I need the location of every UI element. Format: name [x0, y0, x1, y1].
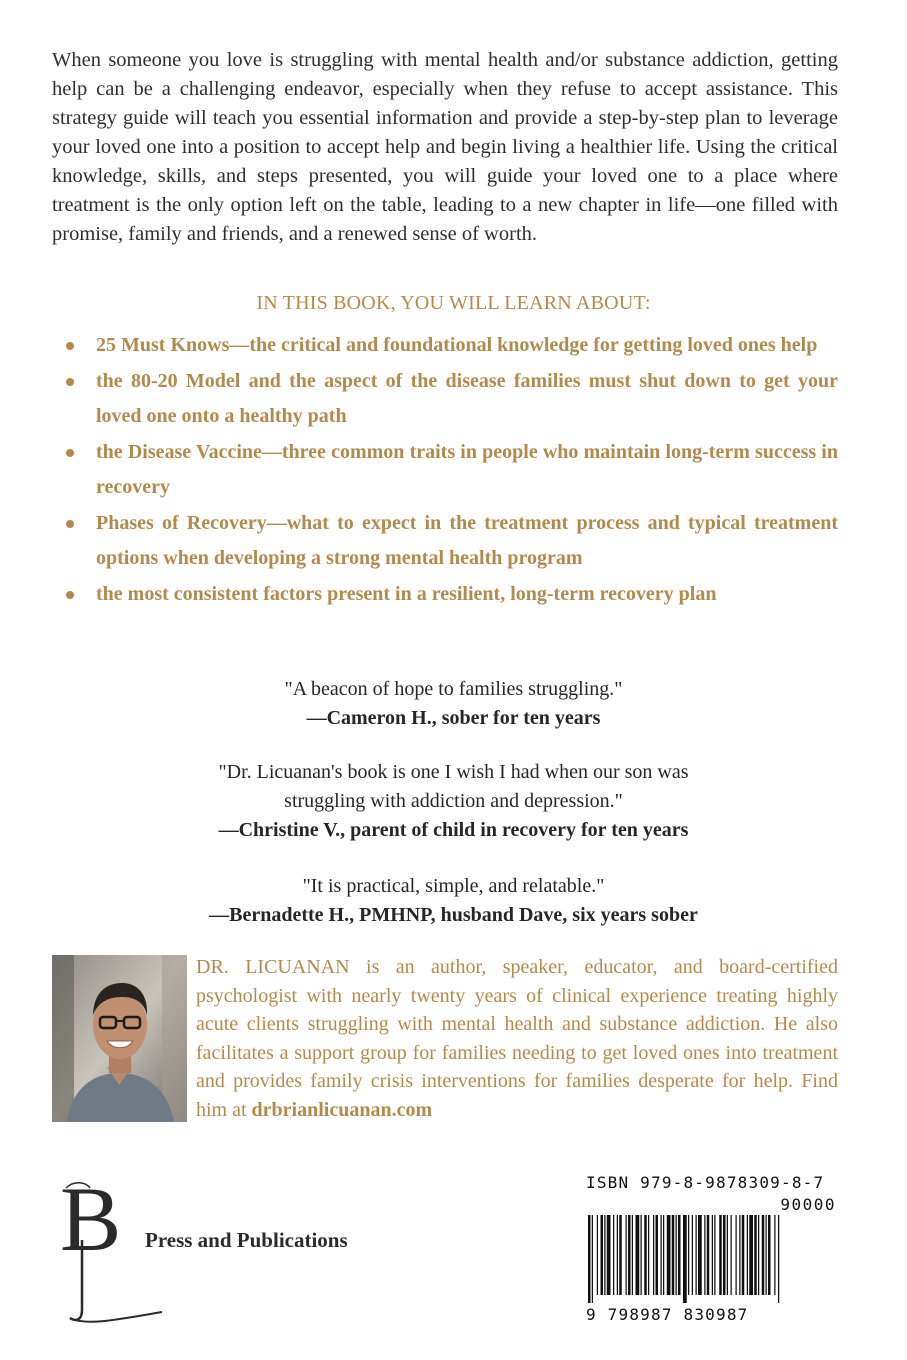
- barcode-bar: [712, 1215, 713, 1295]
- barcode-bar: [768, 1215, 771, 1295]
- barcode-bar: [758, 1215, 759, 1295]
- isbn-text: ISBN 979-8-9878309-8-7: [586, 1173, 825, 1192]
- list-item-text: the most consistent factors present in a resilient, long-term recovery plan: [96, 582, 717, 605]
- barcode-bar: [766, 1215, 767, 1295]
- barcode-bar: [714, 1215, 715, 1295]
- testimonial-3: [0, 872, 907, 930]
- author-photo: [52, 955, 187, 1122]
- publisher-name: Press and Publications: [145, 1228, 348, 1252]
- barcode-bar: [723, 1215, 726, 1295]
- barcode-bar: [648, 1215, 649, 1295]
- learn-list: [66, 328, 838, 612]
- barcode-bar: [601, 1215, 604, 1295]
- list-item: [66, 364, 838, 435]
- bullet-dot-icon: [66, 378, 74, 386]
- barcode-bar: [727, 1215, 728, 1295]
- barcode-number: 9 798987 830987: [586, 1305, 749, 1324]
- barcode-bar: [692, 1215, 693, 1295]
- list-item-text: the Disease Vaccine—three common traits in people who maintain long-term success in recovery: [96, 440, 838, 498]
- barcode-bar: [592, 1215, 593, 1303]
- barcode-bar: [667, 1215, 671, 1295]
- barcode-bar: [747, 1215, 748, 1295]
- barcode-bar: [719, 1215, 722, 1295]
- barcode-bar: [749, 1215, 753, 1295]
- barcode-bar: [653, 1215, 654, 1295]
- learn-heading: IN THIS BOOK, YOU WILL LEARN ABOUT:: [256, 292, 651, 314]
- barcode-bar: [774, 1215, 775, 1295]
- list-item: [66, 328, 838, 364]
- barcode-bar: [683, 1215, 687, 1303]
- barcode-bar: [641, 1215, 642, 1295]
- barcode-bar: [707, 1215, 710, 1295]
- quote-text: struggling with addiction and depression.": [284, 790, 623, 812]
- barcode-bar: [736, 1215, 737, 1295]
- barcode-bar: [656, 1215, 659, 1295]
- list-item: [66, 435, 838, 506]
- barcode-bar: [676, 1215, 677, 1295]
- barcode-bar: [696, 1215, 697, 1295]
- bullet-dot-icon: [66, 591, 74, 599]
- bullet-dot-icon: [66, 342, 74, 350]
- barcode-bar: [604, 1215, 605, 1295]
- list-item: [66, 506, 838, 577]
- barcode-bar: [661, 1215, 662, 1295]
- barcode-bar: [704, 1215, 705, 1295]
- barcode-bar: [619, 1215, 622, 1295]
- barcode-bars: [586, 1215, 838, 1303]
- barcode-bar: [742, 1215, 745, 1295]
- barcode-bar: [663, 1215, 664, 1295]
- barcode-bar: [762, 1215, 765, 1295]
- quote-text: "It is practical, simple, and relatable.": [302, 875, 605, 897]
- isbn-barcode: [586, 1173, 838, 1333]
- testimonial-1: [0, 675, 907, 733]
- intro-paragraph: When someone you love is struggling with mental health and/or substance addiction, getting help can be a challenging endeavor, especially when they refuse to accept assistance. This strategy guide will teach you essential information and provide a step-by-step plan to leverage your loved one into a position to accept help and begin living a healthier life. Using the critical knowledge, skills, and steps presented, you will guide your loved one to a place where treatment is the only option left on the table, leading to a new chapter in life—one filled with promise, family and friends, and a renewed sense of worth.: [52, 49, 838, 245]
- quote-attribution: —Cameron H., sober for ten years: [306, 707, 601, 729]
- list-item-text: Phases of Recovery—what to expect in the treatment process and typical treatment options when developing a strong mental health program: [96, 511, 838, 569]
- barcode-bar: [613, 1215, 614, 1295]
- barcode-bar: [644, 1215, 647, 1295]
- author-website-link[interactable]: drbrianlicuanan.com: [251, 1098, 433, 1121]
- barcode-bar: [636, 1215, 640, 1295]
- barcode-bar: [778, 1215, 779, 1303]
- barcode-bar: [688, 1215, 689, 1295]
- quote-attribution: —Bernadette H., PMHNP, husband Dave, six years sober: [209, 904, 698, 926]
- list-item-text: the 80-20 Model and the aspect of the disease families must shut down to get your loved one onto a healthy path: [96, 369, 838, 427]
- svg-text:B: B: [60, 1170, 122, 1270]
- testimonial-2: [0, 758, 907, 845]
- price-code: 90000: [780, 1195, 836, 1214]
- barcode-bar: [672, 1215, 675, 1295]
- author-bio: [196, 953, 838, 1125]
- barcode-bar: [607, 1215, 611, 1295]
- bullet-dot-icon: [66, 449, 74, 457]
- barcode-bar: [626, 1215, 627, 1295]
- bullet-dot-icon: [66, 520, 74, 528]
- barcode-bar: [632, 1215, 633, 1295]
- quote-text: "A beacon of hope to families struggling.": [284, 678, 623, 700]
- author-portrait-icon: [52, 955, 187, 1122]
- list-item-text: 25 Must Knows—the critical and foundational knowledge for getting loved ones help: [96, 334, 818, 356]
- list-item: [66, 577, 838, 613]
- barcode-bar: [731, 1215, 732, 1295]
- quote-text: "Dr. Licuanan's book is one I wish I had when our son was: [218, 761, 689, 783]
- barcode-bar: [698, 1215, 702, 1295]
- barcode-bar: [678, 1215, 681, 1295]
- barcode-bar: [628, 1215, 631, 1295]
- barcode-bar: [597, 1215, 598, 1295]
- barcode-bar: [617, 1215, 618, 1295]
- barcode-bar: [588, 1215, 591, 1303]
- author-bio-text: DR. LICUANAN is an author, speaker, educator, and board-certified psychologist with nearly twenty years of clinical experience treating highly acute clients struggling with mental health and substance addiction. He also facilitates a support group for families needing to get loved ones into treatment and provides family crisis interventions for families desperate for help. Find him at: [196, 956, 838, 1121]
- barcode-bar: [754, 1215, 757, 1295]
- barcode-bar: [739, 1215, 740, 1295]
- quote-attribution: —Christine V., parent of child in recovery for ten years: [218, 819, 689, 841]
